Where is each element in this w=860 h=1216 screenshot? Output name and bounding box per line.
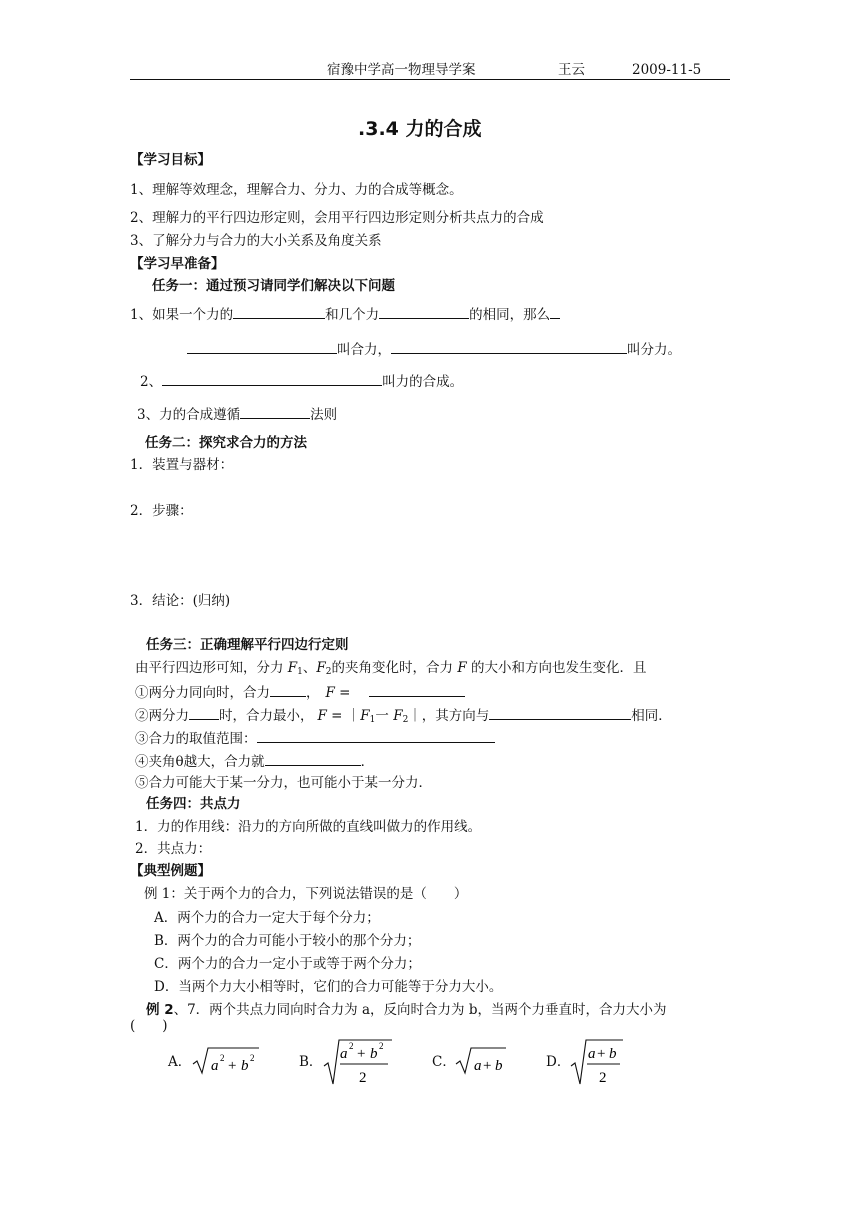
f1-symbol: F [360, 708, 370, 724]
f1-symbol: F [287, 660, 298, 676]
q1-blank-4[interactable] [187, 340, 337, 354]
denominator: 2 [359, 1070, 367, 1086]
var-a: a [211, 1058, 219, 1074]
intro-text-a: 由平行四边形可知，分力 [135, 660, 288, 676]
header-school: 宿豫中学高一物理导学案 [327, 62, 476, 78]
sqrt-a-plus-b [454, 1042, 508, 1076]
goal-item: 2、理解力的平行四边形定则，会用平行四边形定则分析共点力的合成 [130, 210, 544, 226]
goal-item: 3、了解分力与合力的大小关系及角度关系 [130, 233, 382, 249]
task3-intro [135, 660, 646, 680]
header-date: 2009-11-5 [632, 62, 702, 78]
task4-item: 2．共点力： [135, 841, 212, 857]
var-a: a [340, 1046, 348, 1062]
ex1-option: B．两个力的合力可能小于较小的那个分力； [154, 933, 421, 949]
task3-c2 [135, 706, 672, 728]
ex1-option: D．当两个力大小相等时，它们的合力可能等于分力大小。 [154, 979, 503, 995]
ex2-option-b-label: B． [299, 1054, 323, 1070]
f2-symbol: F [393, 708, 403, 724]
f2-symbol: F [316, 660, 326, 676]
ex2-label: 例 2 [146, 1002, 174, 1018]
task1-q3 [137, 405, 337, 423]
c1-blank-2[interactable] [369, 683, 465, 697]
var-b: b [609, 1046, 617, 1062]
task3-c3 [135, 729, 495, 747]
f-symbol: F [317, 708, 327, 724]
plus-sign: + [483, 1058, 492, 1074]
q3-blank[interactable] [240, 405, 310, 419]
task3-c1 [135, 683, 465, 701]
q1-text-b: 和几个力 [325, 307, 380, 323]
task4-title: 任务四：共点力 [146, 796, 241, 812]
ex2-paren: ( ) [130, 1018, 168, 1034]
q1-blank-3[interactable] [550, 305, 560, 319]
c2-text-c: = ｜ [326, 708, 361, 724]
c4-text-b: ． [360, 754, 375, 770]
ex2-question [146, 1002, 666, 1018]
separator: 、 [302, 660, 317, 676]
task1-q1-line1 [130, 305, 560, 323]
intro-text-c: 的大小和方向也发生变化．且 [466, 660, 647, 676]
task1-title: 任务一：通过预习请同学们解决以下问题 [152, 278, 395, 294]
c4-blank[interactable] [265, 752, 361, 766]
c3-blank[interactable] [257, 729, 495, 743]
var-a: a [474, 1058, 482, 1074]
page-title: .3.4 力的合成 [358, 118, 482, 140]
f1-subscript: 1 [369, 715, 376, 725]
ex1-question: 例 1：关于两个力的合力，下列说法错误的是（ ） [144, 886, 468, 902]
var-a: a [588, 1046, 596, 1062]
task1-q1-line2 [187, 340, 681, 358]
q1-text-d: 叫合力， [337, 342, 391, 358]
q2-text-b: 叫力的合成。 [382, 374, 464, 390]
exp-2: 2 [220, 1053, 225, 1063]
header-author: 王云 [558, 62, 585, 78]
c4-text-a: ④夹角θ越大，合力就 [135, 754, 265, 770]
c2-blank-1[interactable] [189, 706, 219, 720]
var-b: b [370, 1046, 378, 1062]
c1-blank-1[interactable] [270, 683, 306, 697]
task2-item: 3．结论：(归纳) [130, 593, 231, 609]
sqrt-a-plus-b-over-2 [569, 1036, 625, 1088]
q1-blank-1[interactable] [233, 305, 325, 319]
ex1-option: A．两个力的合力一定大于每个分力； [154, 910, 380, 926]
f2-subscript: 2 [325, 667, 332, 677]
task2-item: 1．装置与器材： [130, 457, 234, 473]
ex2-option-d-label: D． [546, 1054, 571, 1070]
c2-text-b: 时，合力最小， [219, 708, 314, 724]
q2-text-a: 2、 [140, 374, 163, 390]
ex2-option-c-label: C． [432, 1054, 456, 1070]
denominator: 2 [599, 1070, 607, 1086]
plus-sign: + [597, 1046, 606, 1062]
sqrt-a2-plus-b2-over-2 [322, 1036, 394, 1088]
c2-text-f: 相同． [631, 708, 672, 724]
q3-text-a: 3、力的合成遵循 [137, 407, 241, 423]
exp-2: 2 [349, 1041, 354, 1051]
q1-text-a: 1、如果一个力的 [130, 307, 234, 323]
c2-text-d: 一 [375, 708, 394, 724]
task1-q2 [140, 372, 463, 390]
header-rule [130, 79, 730, 80]
task3-c4 [135, 752, 374, 770]
f-symbol: F [457, 660, 467, 676]
goals-heading: 【学习目标】 [130, 152, 211, 168]
q3-text-b: 法则 [310, 407, 338, 423]
goal-item: 1、理解等效理念，理解合力、分力、力的合成等概念。 [130, 182, 463, 198]
prep-heading: 【学习早准备】 [130, 256, 225, 272]
exp-2: 2 [250, 1053, 255, 1063]
sqrt-a2-plus-b2 [191, 1042, 261, 1076]
c3-text: ③合力的取值范围： [135, 731, 257, 747]
q1-text-c: 的相同，那么 [469, 307, 551, 323]
plus-sign: + [357, 1046, 366, 1062]
examples-heading: 【典型例题】 [130, 863, 211, 879]
ex2-option-a-label: A． [168, 1054, 192, 1070]
c2-blank-2[interactable] [489, 706, 631, 720]
c1-text-a: ①两分力同向时，合力 [135, 685, 270, 701]
plus-sign: + [228, 1058, 237, 1074]
ex1-option: C．两个力的合力一定小于或等于两个分力； [154, 956, 421, 972]
task2-item: 2．步骤： [130, 503, 193, 519]
ex2-text: 、7．两个共点力同向时合力为 a，反向时合力为 b，当两个力垂直时，合力大小为 [173, 1002, 667, 1018]
q1-blank-5[interactable] [391, 340, 627, 354]
exp-2: 2 [379, 1041, 384, 1051]
f-symbol: F [325, 685, 335, 701]
intro-text-b: 的夹角变化时，合力 [331, 660, 458, 676]
f1-subscript: 1 [297, 667, 303, 677]
c1-text-c: = [334, 685, 355, 701]
task3-title: 任务三：正确理解平行四边行定则 [146, 637, 349, 653]
c2-text-a: ②两分力 [135, 708, 189, 724]
task4-item: 1．力的作用线：沿力的方向所做的直线叫做力的作用线。 [135, 819, 482, 835]
task3-c5: ⑤合力可能大于某一分力，也可能小于某一分力． [135, 775, 432, 791]
q1-blank-2[interactable] [379, 305, 469, 319]
c1-text-b: ， [306, 685, 320, 701]
q2-blank[interactable] [162, 372, 382, 386]
q1-text-e: 叫分力。 [627, 342, 681, 358]
var-b: b [241, 1058, 249, 1074]
var-b: b [495, 1058, 503, 1074]
c2-text-e: ｜，其方向与 [408, 708, 490, 724]
task2-title: 任务二：探究求合力的方法 [145, 435, 307, 451]
f2-subscript: 2 [402, 715, 409, 725]
